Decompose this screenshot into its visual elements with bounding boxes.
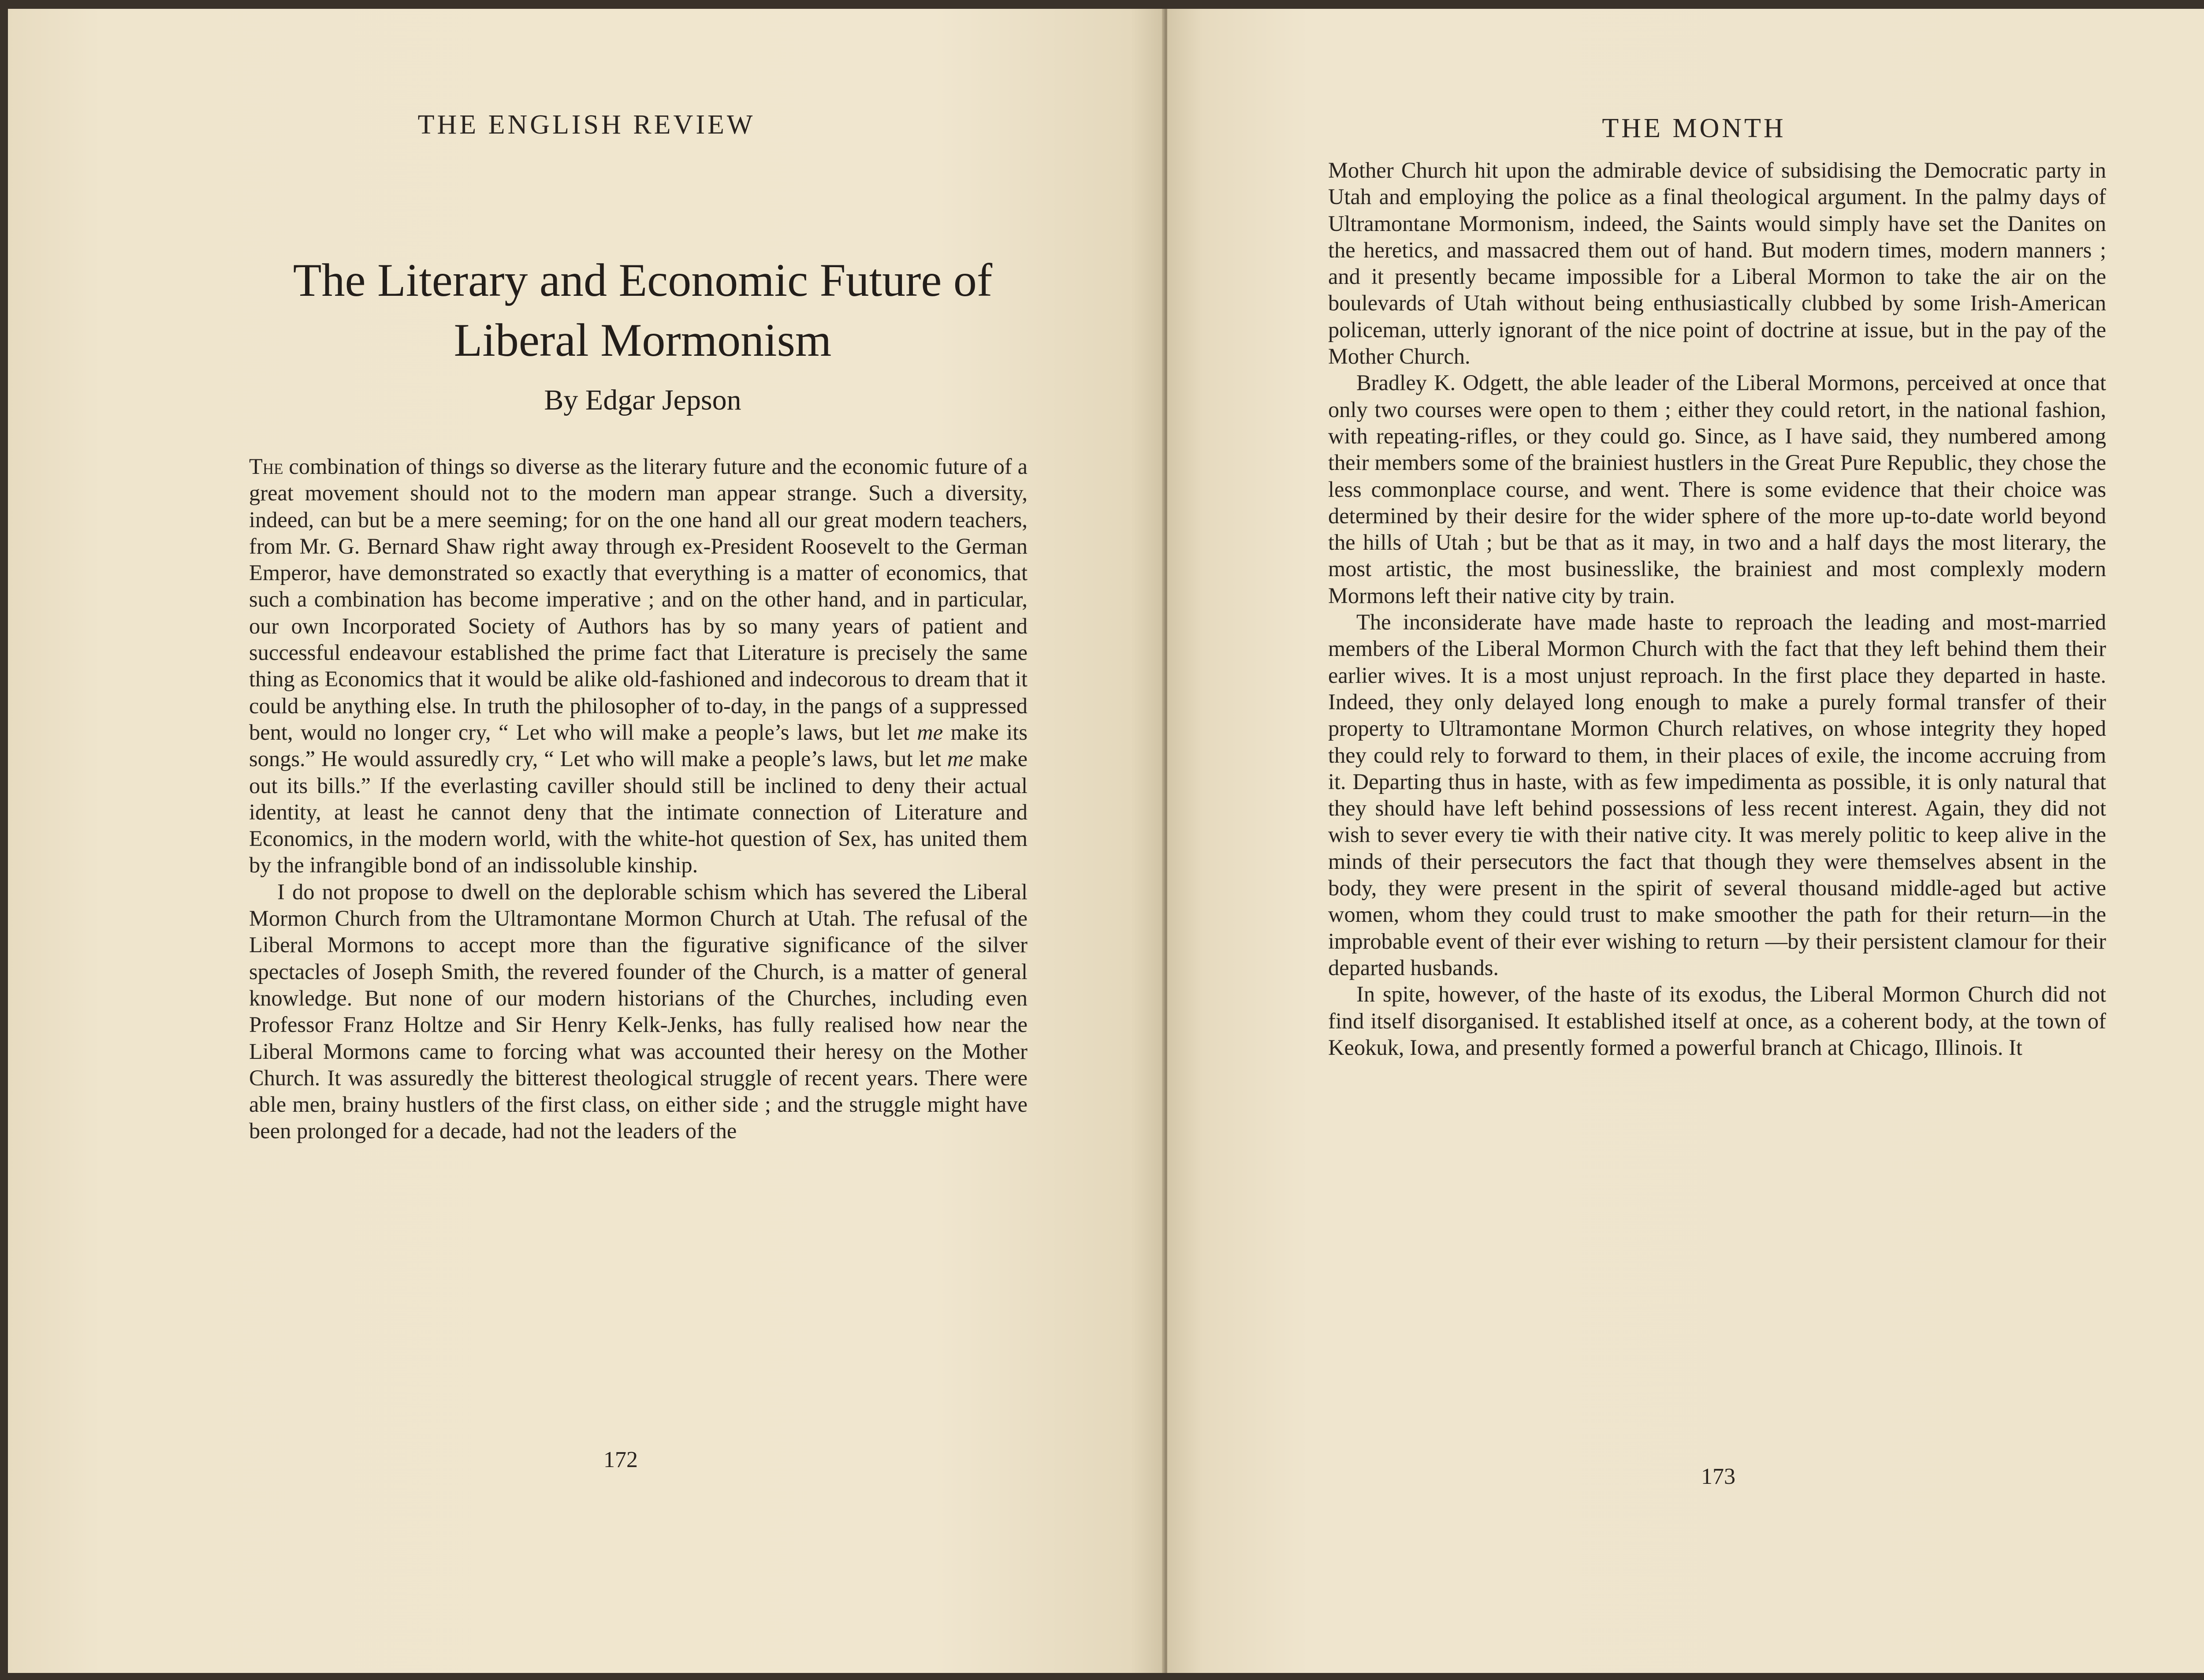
article-byline: By Edgar Jepson [544, 384, 741, 416]
right-body-text [1328, 157, 2106, 1061]
right-paragraph-2: Bradley K. Odgett, the able leader of the Liberal Mormons, perceived at once that only two courses were open to them ; either they could retort, in the national fashion, with repeating-rifles, or they could go. Since, as I have said, they numbered among their members some of the brainiest hustlers in the Great Pure Republic, they chose the less commonplace course, and went. There is some evidence that their choice was determined by their desire for the wider sphere of the more up-to-date world beyond the hills of Utah ; but be that as it may, in two and a half days the most literary, the most artistic, the most businesslike, the brainiest and most complexly modern Mormons left their native city by train. [1328, 370, 2106, 608]
left-paragraph-1-em1: me [917, 719, 943, 745]
left-paragraph-1-part3: make out its bills.” If the everlasting caviller should still be inclined to deny their actual identity, at least he cannot deny that the intimate connection of Literature and Economics, in the modern world, with the white-hot question of Sex, has united them by the infrangible bond of an indissoluble kinship. [249, 746, 1028, 878]
page-number-right: 173 [1701, 1464, 1735, 1489]
right-paragraph-1: Mother Church hit upon the admirable device of subsidising the Democratic party in Utah and employing the police as a final theological argument. In the palmy days of Ultramontane Mormonism, indeed, the Saints would simply have set the Danites on the heretics, and massacred them out of hand. But modern times, modern manners ; and it presently became impossible for a Liberal Mormon to take the air on the boulevards of Utah without being enthusiastically clubbed by some Irish-American policeman, utterly ignorant of the nice point of doctrine at issue, but in the pay of the Mother Church. [1328, 158, 2106, 369]
left-paragraph-1-em2: me [947, 746, 973, 771]
right-page [1167, 9, 2204, 1673]
right-paragraph-3: The inconsiderate have made haste to reproach the leading and most-married members of the Liberal Mormon Church with the fact that they left behind them their earlier wives. It is a most unjust reproach. In the first place they departed in haste. Indeed, they only delayed long enough to make a purely formal transfer of their property to Ultramontane Mormon Church relatives, on whose integrity they hoped they could rely to forward to them, in their places of exile, the income accruing from it. Departing thus in haste, with as few impedimenta as possible, it is only natural that they should have left behind possessions of less recent interest. Again, they did not wish to sever every tie with their native city. It was merely politic to keep alive in the minds of their persecutors the fact that though they were themselves absent in the body, they were present in the spirit of several thousand middle-aged but active women, whom they could trust to make smoother the path for their return—in the improbable event of their ever wishing to return —by their persistent clamour for their departed husbands. [1328, 610, 2106, 980]
article-title-line2: Liberal Mormonism [454, 314, 832, 366]
left-paragraph-1-part1: combination of things so diverse as the literary future and the economic future of a great movement should not to the modern man appear strange. Such a diversity, indeed, can but be a mere seeming; for on the one hand all our great modern teachers, from Mr. G. Bernard Shaw right away through ex-President Roosevelt to the German Emperor, have demonstrated so exactly that everything is a matter of economics, that such a combination has become imperative ; and on the other hand, and in particular, our own Incorporated Society of Authors has by so many years of patient and successful endeavour established the prime fact that Literature is precisely the same thing as Economics that it would be alike old-fashioned and indecorous to dream that it could be anything else. In truth the philosopher of to-day, in the pangs of a suppressed bent, would no longer cry, “ Let who will make a people’s laws, but let [249, 454, 1028, 745]
left-paragraph-1-dropword: The [249, 454, 283, 479]
page-number-left: 172 [603, 1447, 638, 1472]
left-page [8, 9, 1165, 1673]
right-paragraph-4: In spite, however, of the haste of its exodus, the Liberal Mormon Church did not find itself disorganised. It established itself at once, as a coherent body, at the town of Keokuk, Iowa, and presently formed a powerful branch at Chicago, Illinois. It [1328, 982, 2106, 1060]
left-paragraph-2: I do not propose to dwell on the deplorable schism which has severed the Liberal Mormon Church from the Ultramontane Mormon Church at Utah. The refusal of the Liberal Mormons to accept more than the figurative significance of the silver spectacles of Joseph Smith, the revered founder of the Church, is a matter of general knowledge. But none of our modern historians of the Churches, including even Professor Franz Holtze and Sir Henry Kelk-Jenks, has fully realised how near the Liberal Mormons came to forcing what was accounted their heresy on the Mother Church. It was assuredly the bitterest theological struggle of recent years. There were able men, brainy hustlers of the first class, on either side ; and the struggle might have been prolonged for a decade, had not the leaders of the [249, 879, 1028, 1144]
running-head-right: THE MONTH [1602, 113, 1786, 143]
article-title [8, 250, 1165, 370]
article-title-line1: The Literary and Economic Future of [293, 254, 993, 306]
left-body-text [249, 453, 1028, 1144]
left-paragraph-1-part2: make its songs.” He would assuredly cry, “ Let who will make a people’s laws, but let [249, 719, 1028, 771]
left-paragraph-1 [249, 453, 1028, 879]
running-head-left: THE ENGLISH REVIEW [417, 110, 756, 140]
